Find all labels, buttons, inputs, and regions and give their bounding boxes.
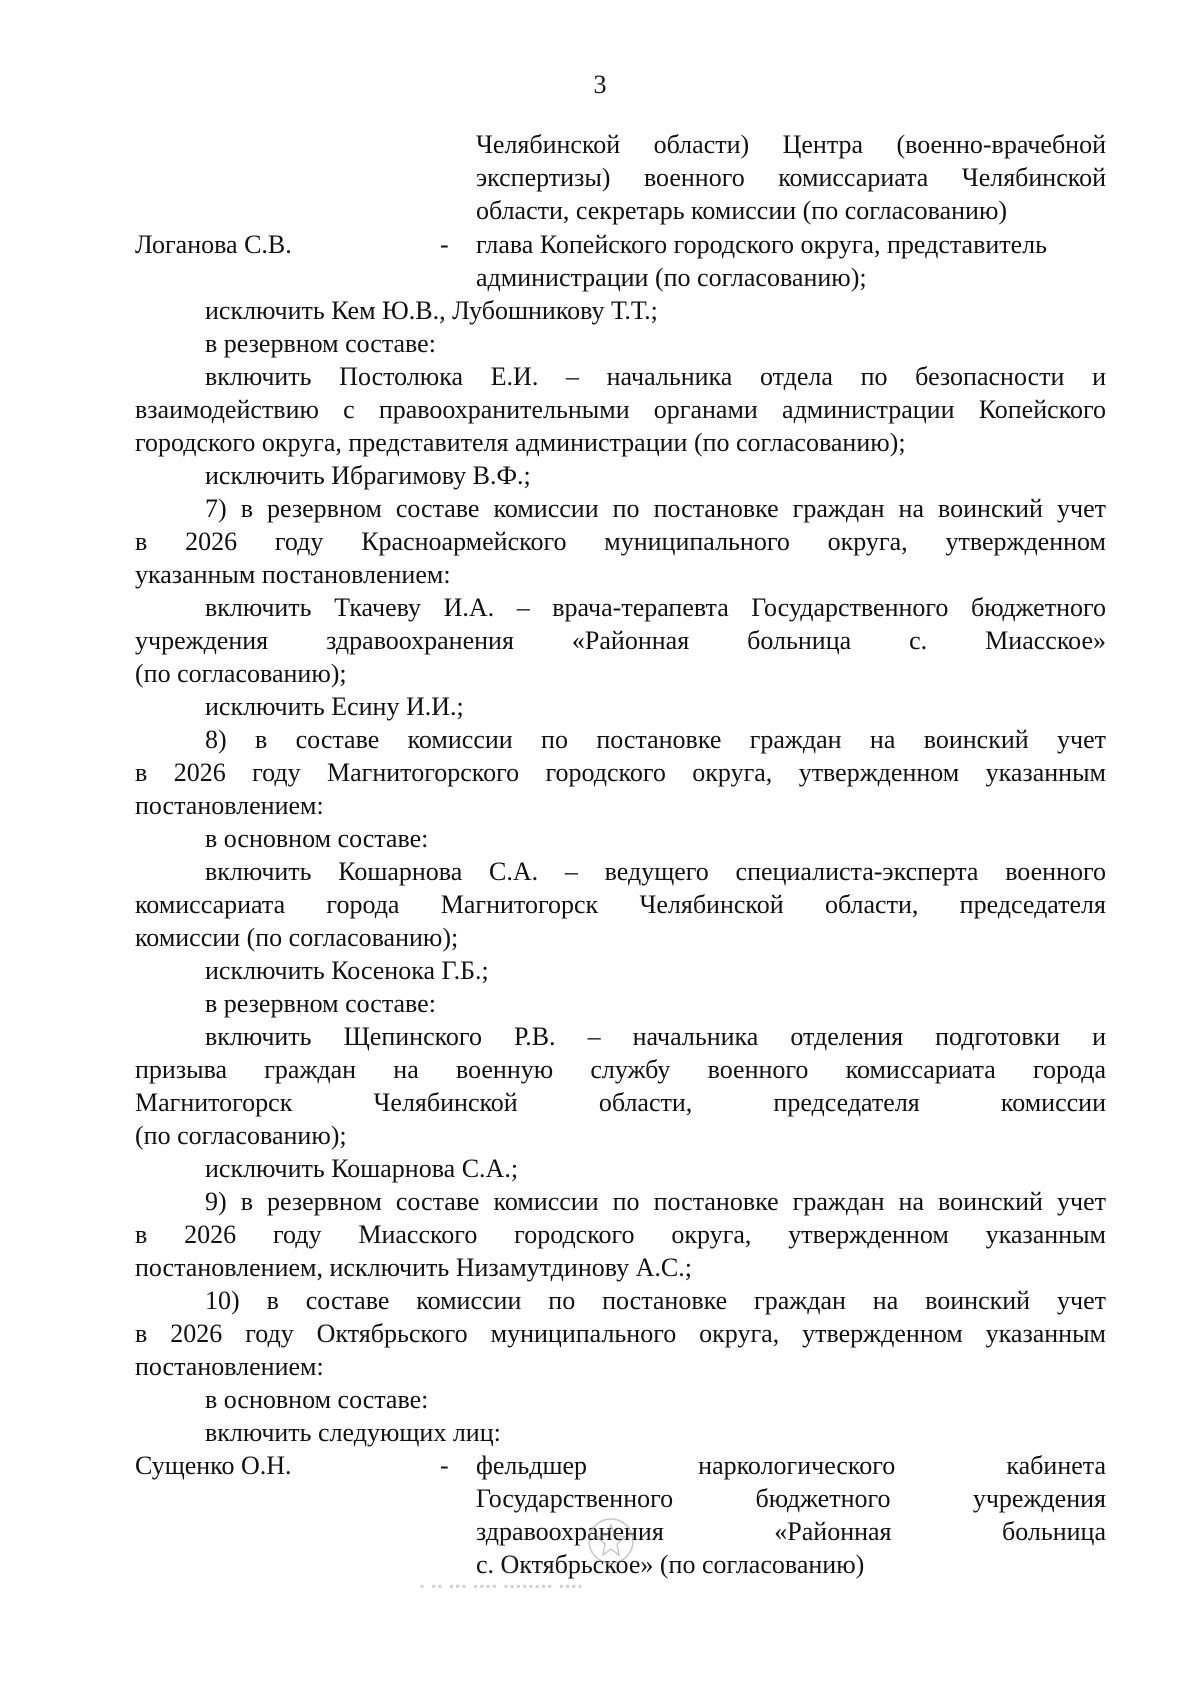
paragraph-line: исключить Есину И.И.; — [205, 692, 464, 721]
paragraph-line: указанным постановлением: — [135, 560, 451, 589]
paragraph-line: исключить Косенока Г.Б.; — [205, 956, 489, 985]
paragraph-line: призыва граждан на военную службу военного комиссариата города — [135, 1055, 1106, 1084]
entry-dash: - — [440, 230, 449, 259]
paragraph-line: (по согласованию); — [135, 659, 347, 688]
paragraph-line: (по согласованию); — [135, 1121, 347, 1150]
member-role-line: с. Октябрьское» (по согласованию) — [476, 1550, 865, 1579]
paragraph-line: комиссариата города Магнитогорск Челябинской области, председателя — [135, 890, 1106, 919]
entry-top-line: Челябинской области) Центра (военно-врачебной — [476, 130, 1106, 159]
paragraph-line: 9) в резервном составе комиссии по постановке граждан на воинский учет — [205, 1187, 1106, 1216]
paragraph-line: постановлением, исключить Низамутдинову А.С.; — [135, 1253, 692, 1282]
entry-top-line: области, секретарь комиссии (по согласованию) — [476, 196, 1008, 225]
entry-dash: - — [440, 1451, 449, 1480]
paragraph-line: постановлением: — [135, 791, 324, 820]
paragraph-line: в основном составе: — [205, 824, 429, 853]
paragraph-line: в резервном составе: — [205, 989, 436, 1018]
paragraph-line: городского округа, представителя администрации (по согласованию); — [135, 428, 906, 457]
faint-footer-mark: ▪ ▪▪ ▪▪▪ ▪▪▪▪ ▪▪▪▪▪▪▪▪ ▪▪▪▪ — [420, 1579, 585, 1593]
paragraph-line: в основном составе: — [205, 1385, 429, 1414]
paragraph-line: 7) в резервном составе комиссии по постановке граждан на воинский учет — [205, 494, 1106, 523]
paragraph-line: включить следующих лиц: — [205, 1418, 501, 1447]
paragraph-line: постановлением: — [135, 1352, 324, 1381]
member-role-line: глава Копейского городского округа, представитель — [476, 230, 1047, 259]
paragraph-line: 10) в составе комиссии по постановке граждан на воинский учет — [205, 1286, 1106, 1315]
paragraph-line: 8) в составе комиссии по постановке граждан на воинский учет — [205, 725, 1106, 754]
paragraph-line: в 2026 году Магнитогорского городского округа, утвержденном указанным — [135, 758, 1106, 787]
paragraph-line: Магнитогорск Челябинской области, председателя комиссии — [135, 1088, 1106, 1117]
member-name: Сущенко О.Н. — [135, 1451, 292, 1480]
member-name: Логанова С.В. — [135, 230, 292, 259]
paragraph-line: в резервном составе: — [205, 329, 436, 358]
paragraph-line: включить Кошарнова С.А. – ведущего специалиста-эксперта военного — [205, 857, 1106, 886]
entry-top-line: экспертизы) военного комиссариата Челябинской — [476, 163, 1106, 192]
paragraph-line: в 2026 году Октябрьского муниципального округа, утвержденном указанным — [135, 1319, 1106, 1348]
paragraph-line: в 2026 году Миасского городского округа, утвержденном указанным — [135, 1220, 1106, 1249]
paragraph-line: учреждения здравоохранения «Районная больница с. Миасское» — [135, 626, 1106, 655]
paragraph-line: включить Постолюка Е.И. – начальника отдела по безопасности и — [205, 362, 1106, 391]
member-role-line: администрации (по согласованию); — [476, 263, 867, 292]
member-role-line: фельдшер наркологического кабинета — [476, 1451, 1106, 1480]
paragraph-line: комиссии (по согласованию); — [135, 923, 459, 952]
member-role-line: Государственного бюджетного учреждения — [476, 1484, 1106, 1513]
paragraph-line: исключить Ибрагимову В.Ф.; — [205, 461, 531, 490]
paragraph-line: включить Ткачеву И.А. – врача-терапевта Государственного бюджетного — [205, 593, 1106, 622]
member-role-line: здравоохранения «Районная больница — [476, 1517, 1106, 1546]
paragraph-line: включить Щепинского Р.В. – начальника отделения подготовки и — [205, 1022, 1106, 1051]
page-number: 3 — [593, 70, 607, 99]
seal-stamp-icon — [585, 1515, 637, 1567]
paragraph-line: исключить Кошарнова С.А.; — [205, 1154, 519, 1183]
paragraph-line: исключить Кем Ю.В., Лубошникову Т.Т.; — [205, 296, 658, 325]
paragraph-line: взаимодействию с правоохранительными органами администрации Копейского — [135, 395, 1106, 424]
paragraph-line: в 2026 году Красноармейского муниципального округа, утвержденном — [135, 527, 1106, 556]
